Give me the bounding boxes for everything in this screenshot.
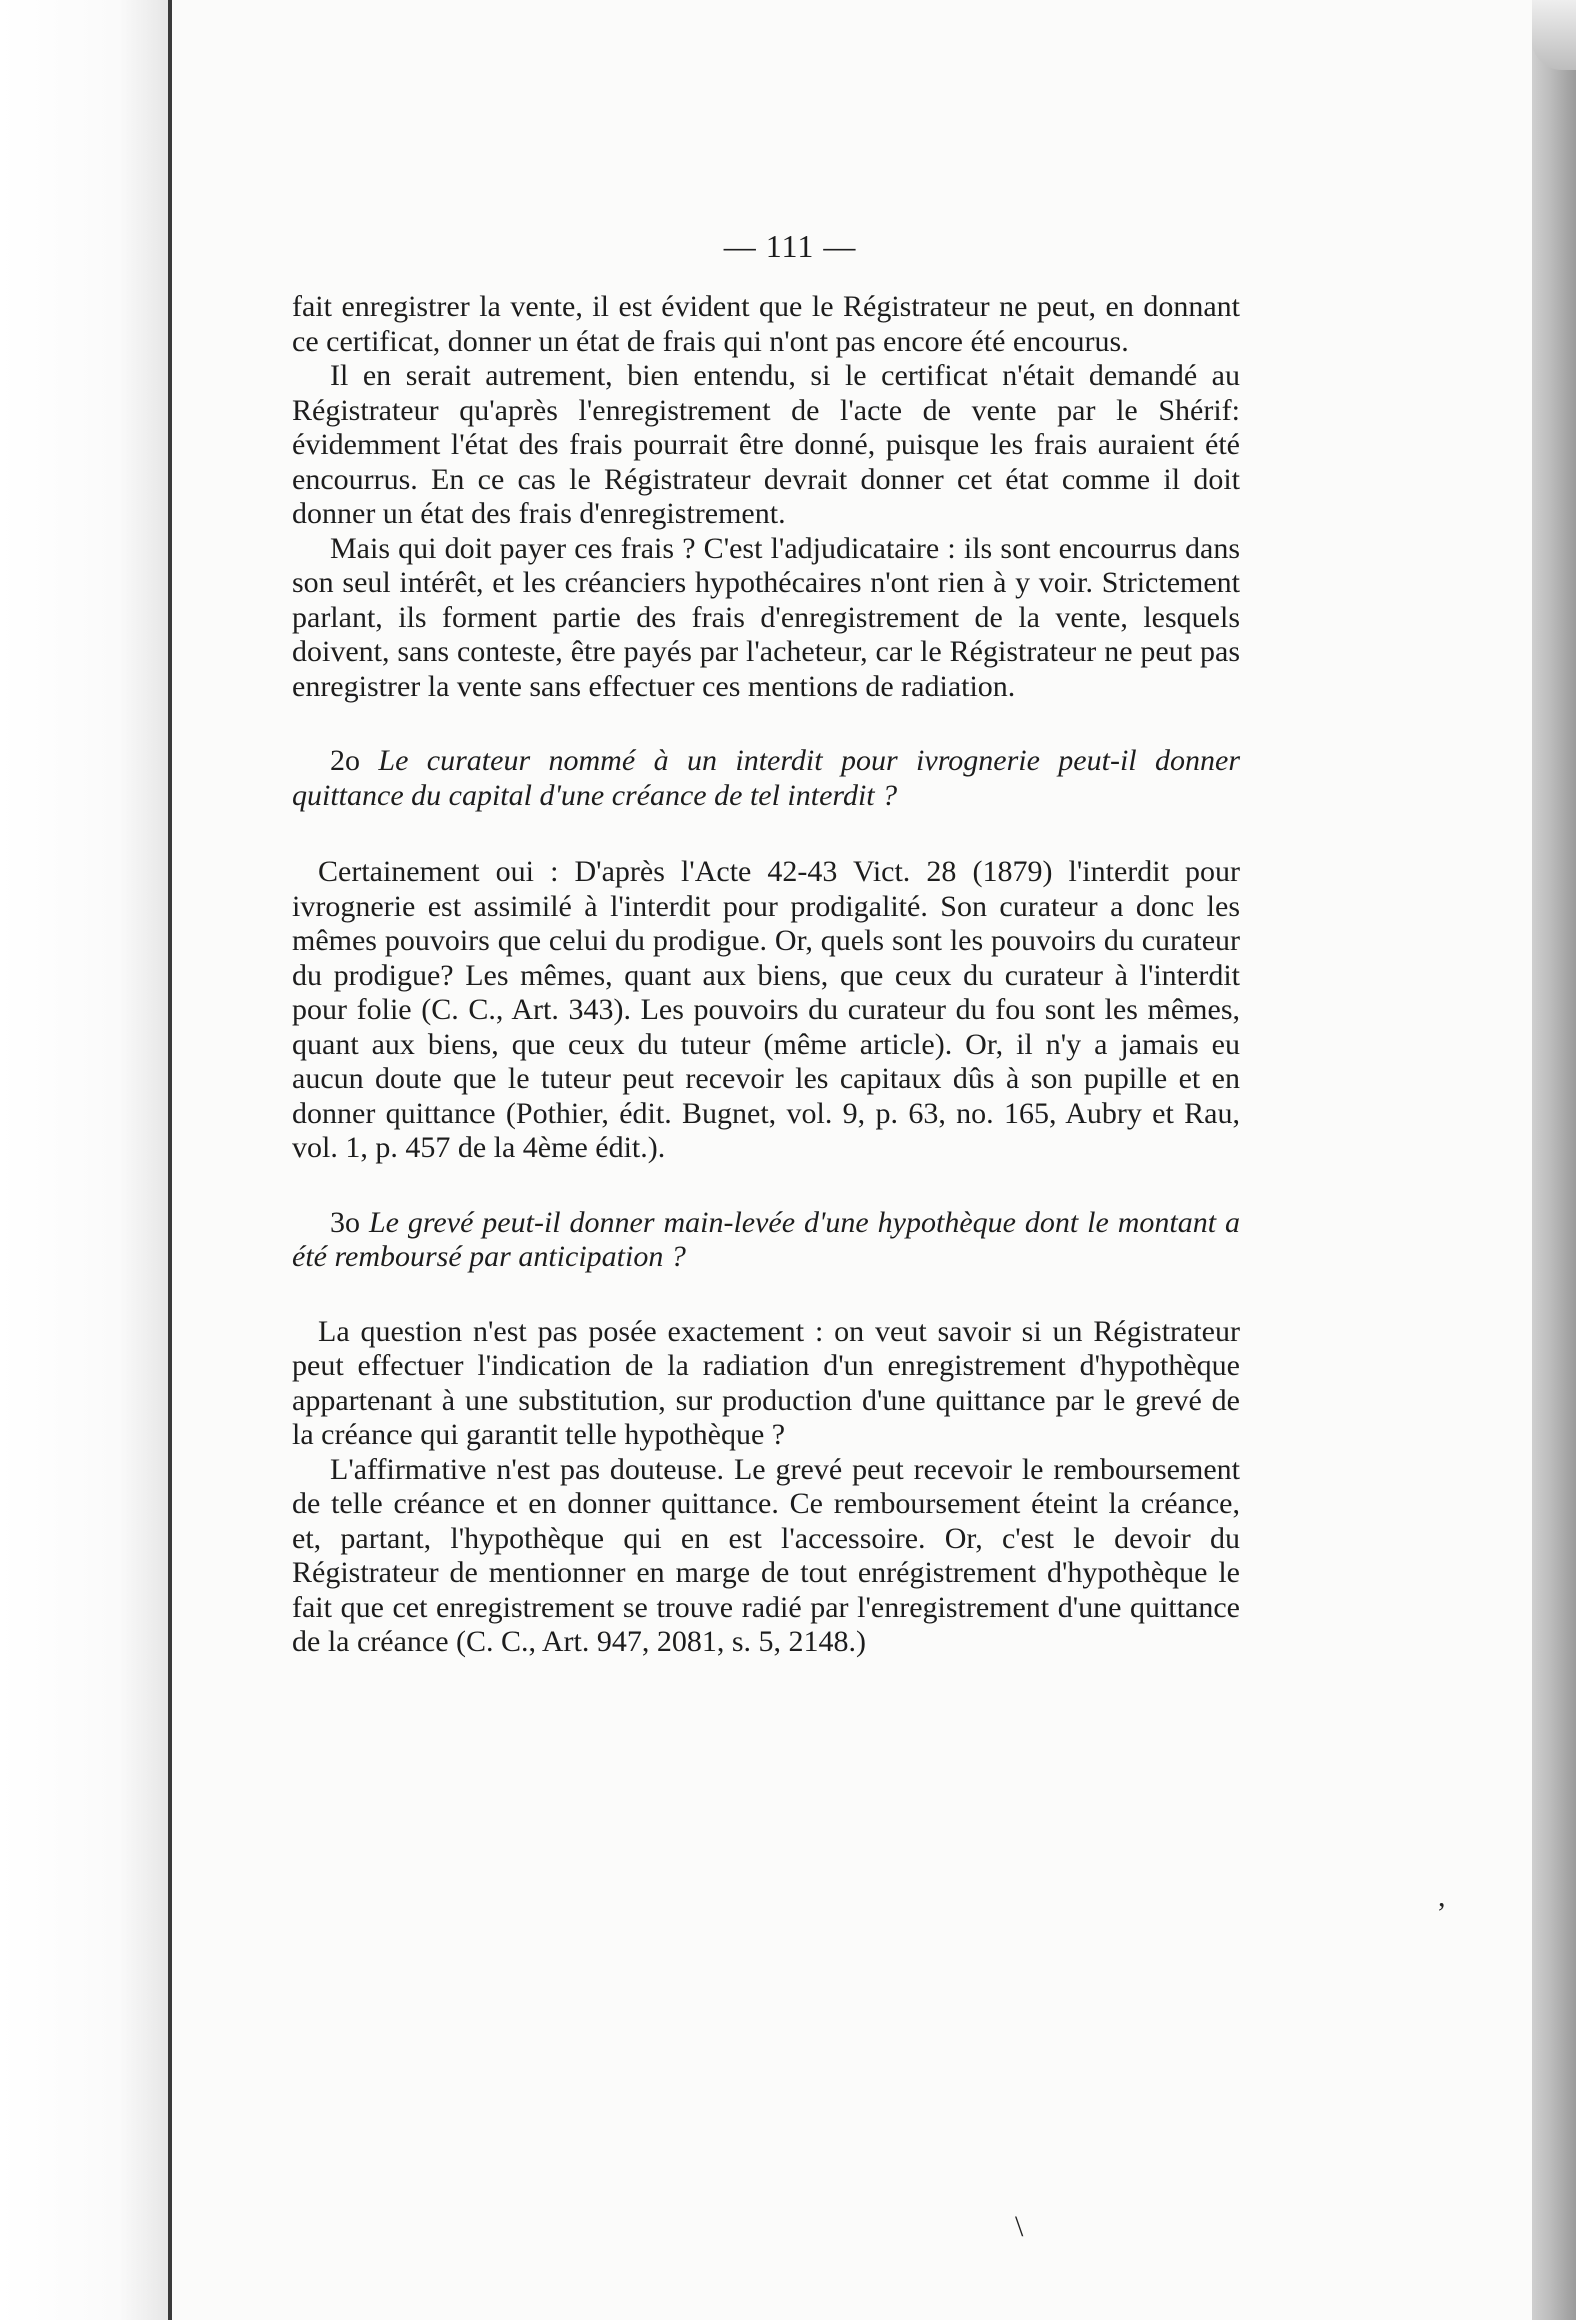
question-2 — [292, 744, 1240, 813]
page-body — [292, 290, 1240, 1660]
page-number: — 111 — — [723, 228, 857, 264]
question-number: 3o — [330, 1205, 360, 1239]
question-number: 2o — [330, 744, 360, 777]
page-corner-curl — [1532, 0, 1576, 70]
paragraph-continuation: fait enregistrer la vente, il est évident que le Régistrateur ne peut, en donnant ce certificat, donner un état de frais qui n'ont pas encore été encourus. — [292, 290, 1240, 358]
left-page-edge — [0, 0, 170, 2320]
page-edge-stack — [1532, 0, 1576, 2320]
paragraph: Il en serait autrement, bien entendu, si le certificat n'était demandé au Régistrateur qu'après l'enregistrement de l'acte de vente par le Shérif: évidemment l'état des frais pourrait être donné, puisque les frais auraient été encourrus. En ce cas le Régistrateur devrait donner cet état comme il doit donner un état des frais d'enregistrement. — [292, 359, 1240, 530]
paragraph: Mais qui doit payer ces frais ? C'est l'adjudicataire : ils sont encourrus dans son seul intérêt, et les créanciers hypothécaires n'ont rien à y voir. Strictement parlant, ils forment partie des frais d'enregistrement de la vente, lesquels doivent, sans conteste, être payés par l'acheteur, car le Régistrateur ne peut pas enregistrer la vente sans effectuer ces mentions de radiation. — [292, 531, 1240, 703]
ink-speck: , — [1438, 1880, 1446, 1913]
answer-2: Certainement oui : D'après l'Acte 42-43 Vict. 28 (1879) l'interdit pour ivrognerie est assimilé à l'interdit pour prodigalité. Son curateur a donc les mêmes pouvoirs que celui du prodigue. Or, quels sont les pouvoirs du curateur du prodigue? Les mêmes, quant aux biens, que ceux du curateur à l'interdit pour folie (C. C., Art. 343). Les pouvoirs du curateur du fou sont les mêmes, quant aux biens, que ceux du tuteur (même article). Or, il n'y a jamais eu aucun doute que le tuteur peut recevoir les capitaux dûs à son pupille et en donner quittance (Pothier, édit. Bugnet, vol. 9, p. 63, no. 165, Aubry et Rau, vol. 1, p. 457 de la 4ème édit.). — [292, 855, 1240, 1164]
answer-3-paragraph: La question n'est pas posée exactement : on veut savoir si un Régistrateur peut effectuer l'indication de la radiation d'un enregistrement d'hypothèque appartenant à une substitution, sur production d'une quittance par le grevé de la créance qui garantit telle hypothèque ? — [292, 1314, 1240, 1451]
question-text: Le grevé peut-il donner main-levée d'une hypothèque dont le montant a été remboursé par anticipation ? — [292, 1205, 1240, 1273]
question-text: Le curateur nommé à un interdit pour ivrognerie peut-il donner quittance du capital d'une créance de tel interdit ? — [292, 744, 1240, 812]
question-3 — [292, 1206, 1240, 1275]
ink-speck: \ — [1015, 2210, 1024, 2243]
answer-3-paragraph: L'affirmative n'est pas douteuse. Le grevé peut recevoir le remboursement de telle créance et en donner quittance. Ce remboursement éteint la créance, et, partant, l'hypothèque qui en est l'accessoire. Or, c'est le devoir du Régistrateur de mentionner en marge de tout enrégistrement d'hypothèque le fait que cet enregistrement se trouve radié par l'enregistrement d'une quittance de la créance (C. C., Art. 947, 2081, s. 5, 2148.) — [292, 1452, 1240, 1658]
